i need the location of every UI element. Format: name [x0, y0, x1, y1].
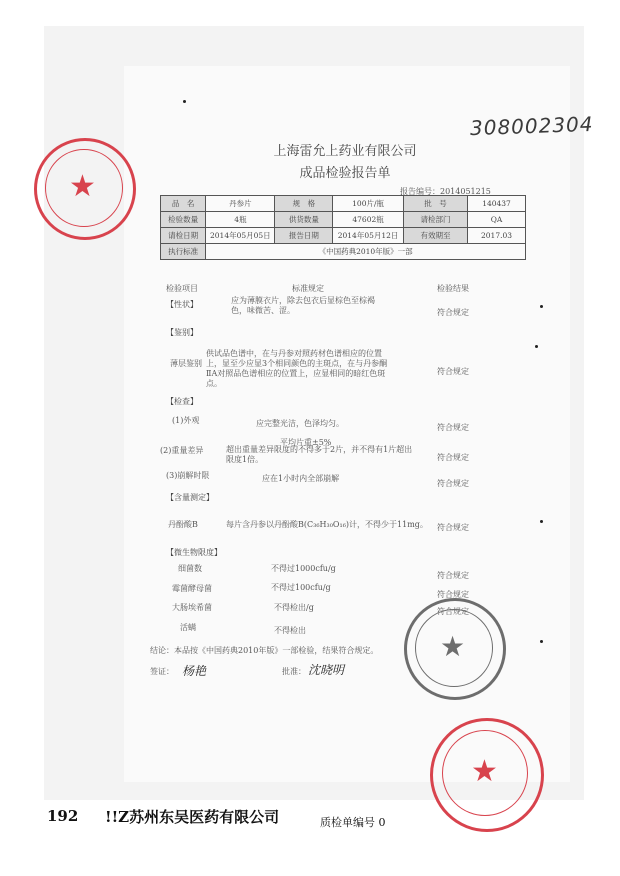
table-cell: 供货数量 [275, 212, 333, 228]
assay-standard: 每片含丹参以丹酚酸B(C₃₆H₃₀O₁₆)计，不得少于11mg。 [226, 520, 428, 529]
micro-item-standard: 不得过1000cfu/g [271, 564, 336, 573]
table-cell: 规 格 [275, 196, 333, 212]
table-cell: 100片/瓶 [333, 196, 404, 212]
table-cell: 47602瓶 [333, 212, 404, 228]
table-cell: 请检部门 [403, 212, 467, 228]
inspection-item-standard-top: 平均片重±5% [280, 438, 332, 447]
micro-item-standard: 不得过100cfu/g [271, 583, 331, 592]
handwritten-note: 308002304 [469, 111, 594, 141]
page-number: 192 [47, 807, 79, 825]
table-row [161, 196, 526, 212]
micro-item-standard: 不得检出/g [274, 603, 314, 612]
table-cell: QA [468, 212, 526, 228]
table-cell: 2014年05月05日 [206, 228, 275, 244]
table-cell: 4瓶 [206, 212, 275, 228]
identification-standard: 供试品色谱中，在与丹参对照药材色谱相应的位置上，显至少应显3个相同颜色的主斑点，在与丹参酮ⅡA对照品色谱相应的位置上，应显相同的暗红色斑点。 [206, 349, 388, 388]
identification-item: 薄层鉴别 [170, 359, 202, 368]
micro-item-result: 符合规定 [437, 607, 469, 616]
col-header-result: 检验结果 [437, 284, 469, 293]
scan-speck [540, 520, 543, 523]
table-cell: 报告日期 [275, 228, 333, 244]
table-cell: 《中国药典2010年版》一部 [206, 244, 526, 260]
scan-speck [183, 100, 186, 103]
micro-item-result: 符合规定 [437, 590, 469, 599]
approver-signature: 沈晓明 [308, 663, 345, 677]
qc-number: 质检单编号 0 [320, 816, 386, 829]
company-seal-bottom [430, 718, 544, 832]
table-row [161, 244, 526, 260]
star-icon: ★ [471, 754, 498, 789]
inspector-signature: 杨艳 [182, 664, 207, 678]
section-identification-head: 【鉴别】 [166, 328, 198, 337]
inspection-item-standard: 超出重量差异限度的不得多于2片，并不得有1片超出限度1倍。 [226, 445, 413, 464]
table-cell: 品 名 [161, 196, 206, 212]
table-cell: 140437 [468, 196, 526, 212]
approver-label: 批准： [282, 667, 306, 676]
inspection-item-name: (3)崩解时限 [166, 471, 210, 480]
section-micro-head: 【微生物限度】 [166, 548, 222, 557]
inspection-item-standard: 应在1小时内全部崩解 [262, 474, 340, 483]
table-cell: 请检日期 [161, 228, 206, 244]
company-title: 上海雷允上药业有限公司 [273, 144, 417, 159]
company-seal-left [34, 138, 136, 240]
table-cell: 丹参片 [206, 196, 275, 212]
inspection-item-result: 符合规定 [437, 453, 469, 462]
inspection-item-standard: 应完整光洁，色泽均匀。 [256, 419, 344, 428]
inspection-item-name: (2)重量差异 [160, 446, 204, 455]
scan-speck [540, 305, 543, 308]
col-header-standard: 标准规定 [292, 284, 324, 293]
micro-item-result: 符合规定 [437, 571, 469, 580]
inspection-seal [404, 598, 506, 700]
character-result: 符合规定 [437, 308, 469, 317]
micro-item-name: 大肠埃希菌 [172, 603, 212, 612]
table-cell: 批 号 [403, 196, 467, 212]
table-cell: 执行标准 [161, 244, 206, 260]
character-standard: 应为薄膜衣片，除去包衣后显棕色至棕褐色，味微苦、涩。 [231, 296, 375, 315]
inspection-item-result: 符合规定 [437, 479, 469, 488]
inspection-item-name: (1)外观 [172, 416, 200, 425]
report-title: 成品检验报告单 [299, 166, 391, 181]
report-number: 报告编号：2014051215 [400, 187, 491, 196]
table-row [161, 228, 526, 244]
table-cell: 2014年05月12日 [333, 228, 404, 244]
inspection-item-result: 符合规定 [437, 423, 469, 432]
section-character-head: 【性状】 [166, 300, 198, 309]
assay-item: 丹酚酸B [168, 520, 198, 529]
star-icon: ★ [440, 630, 466, 663]
conclusion: 结论：本品按《中国药典2010年版》一部检验，结果符合规定。 [150, 646, 379, 655]
section-inspection-head: 【检查】 [166, 397, 198, 406]
col-header-item: 检验项目 [166, 284, 198, 293]
assay-result: 符合规定 [437, 523, 469, 532]
micro-item-name: 活螨 [180, 623, 196, 632]
micro-item-name: 霉菌酵母菌 [172, 584, 212, 593]
footer-company: !!Z苏州东吴医药有限公司 [105, 808, 280, 826]
micro-item-standard: 不得检出 [274, 626, 306, 635]
table-cell: 有效期至 [403, 228, 467, 244]
scan-speck [540, 640, 543, 643]
micro-item-name: 细菌数 [178, 564, 202, 573]
table-row [161, 212, 526, 228]
section-assay-head: 【含量测定】 [166, 493, 214, 502]
inspector-label: 签证： [150, 667, 174, 676]
star-icon: ★ [69, 169, 96, 204]
scan-speck [535, 345, 538, 348]
table-cell: 检验数量 [161, 212, 206, 228]
info-table [160, 195, 526, 260]
identification-result: 符合规定 [437, 367, 469, 376]
table-cell: 2017.03 [468, 228, 526, 244]
